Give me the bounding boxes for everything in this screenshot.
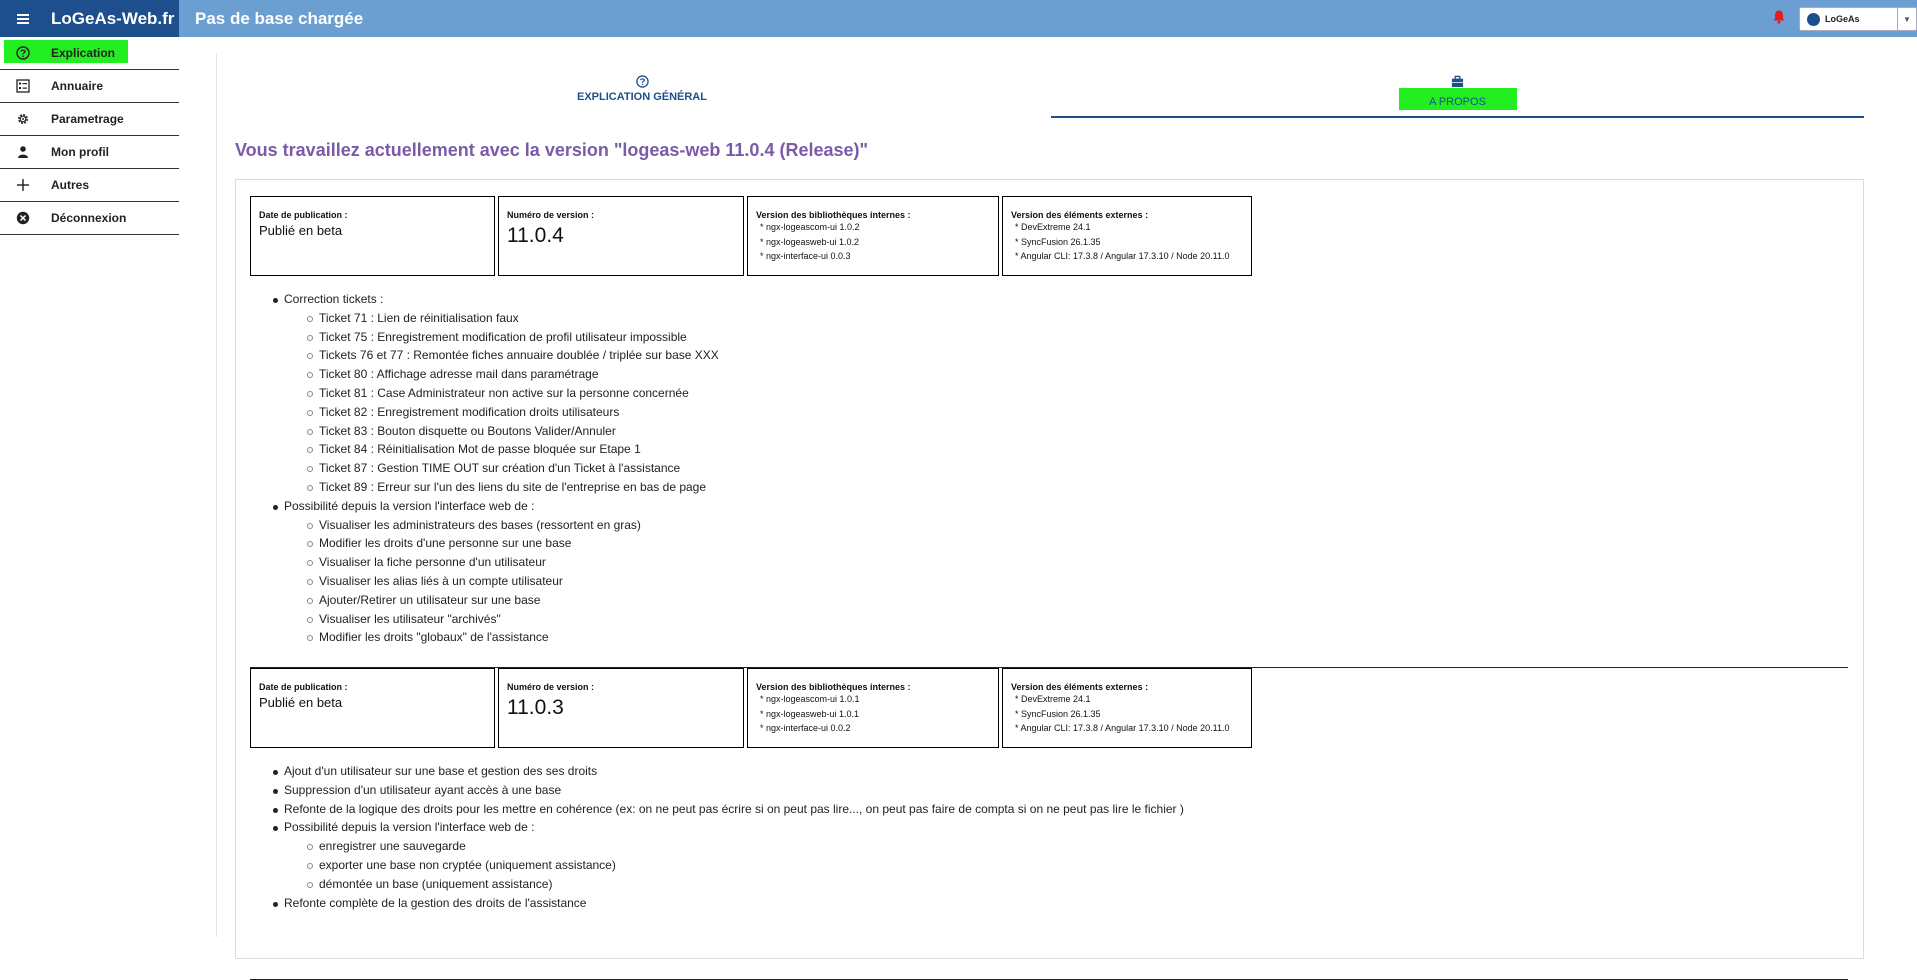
version-number-card: [498, 668, 744, 748]
card-title: Date de publication :: [259, 210, 348, 220]
release-note-subitem: Visualiser les alias liés à un compte utilisateur: [284, 572, 1850, 591]
card-title: Numéro de version :: [507, 210, 595, 220]
release-notes-list: [250, 290, 1850, 647]
release-note-subitem: Ticket 80 : Affichage adresse mail dans paramétrage: [284, 365, 1850, 384]
external-elements-card: [1002, 668, 1252, 748]
external-version: * DevExtreme 24.1: [1015, 694, 1091, 704]
bell-icon[interactable]: [1773, 10, 1785, 24]
user-name: LoGeAs: [1825, 14, 1860, 24]
external-version: * SyncFusion 26.1.35: [1015, 708, 1101, 719]
release-note-text: Possibilité depuis la version l'interface web de :: [284, 820, 535, 835]
release-note-text: Suppression d'un utilisateur ayant accès à une base: [284, 782, 562, 797]
release-info-cards: [250, 668, 1850, 748]
release-note-item: [250, 818, 1850, 893]
internal-libraries-card: [747, 668, 999, 748]
release-note-sublist: [284, 309, 1850, 497]
library-version: * ngx-logeasweb-ui 1.0.2: [760, 236, 860, 247]
sidebar-item-parametrage[interactable]: [0, 103, 179, 136]
release-note-sublist: [284, 516, 1850, 648]
sidebar-item-label: Mon profil: [51, 145, 109, 159]
user-selector[interactable]: [1799, 7, 1917, 31]
tab-label: A PROPOS: [1429, 96, 1486, 108]
tab-a-propos[interactable]: [1051, 73, 1864, 118]
card-title: Version des bibliothèques internes :: [756, 210, 911, 220]
release-note-subitem: Modifier les droits "globaux" de l'assistance: [284, 628, 1850, 647]
release-note-subitem: exporter une base non cryptée (uniquement assistance): [284, 856, 1850, 875]
external-version: * SyncFusion 26.1.35: [1015, 236, 1101, 247]
sidebar-item-label: Explication: [51, 46, 116, 60]
release-info-cards: [250, 196, 1850, 276]
release-note-subitem: Ticket 89 : Erreur sur l'un des liens du site de l'entreprise en bas de page: [284, 478, 1850, 497]
release-note-item: [250, 290, 1850, 497]
card-title: Version des éléments externes :: [1011, 210, 1149, 220]
release-note-item: [250, 800, 1850, 819]
release-note-subitem: Tickets 76 et 77 : Remontée fiches annuaire doublée / triplée sur base XXX: [284, 346, 1850, 365]
release-note-subitem: Ticket 87 : Gestion TIME OUT sur création d'un Ticket à l'assistance: [284, 459, 1850, 478]
top-header: [0, 0, 1917, 37]
external-version: * DevExtreme 24.1: [1015, 222, 1091, 232]
plus-icon: [16, 178, 30, 192]
menu-icon[interactable]: [17, 14, 29, 24]
release-note-item: [250, 762, 1850, 781]
sidebar: [0, 37, 179, 235]
publication-date-card: [250, 196, 495, 276]
tab-label: EXPLICATION GÉNÉRAL: [577, 91, 707, 103]
release-block: [250, 668, 1850, 912]
publication-status: Publié en beta: [259, 695, 343, 710]
release-note-text: Possibilité depuis la version l'interface web de :: [284, 498, 535, 513]
gear-icon: [16, 112, 30, 126]
loaded-database-title: Pas de base chargée: [195, 9, 364, 28]
version-number: 11.0.3: [507, 696, 564, 719]
card-title: Version des bibliothèques internes :: [756, 682, 911, 692]
release-note-text: Correction tickets :: [284, 292, 384, 306]
sidebar-item-mon-profil[interactable]: [0, 136, 179, 169]
release-note-text: Ajout d'un utilisateur sur une base et gestion des ses droits: [284, 764, 598, 778]
card-title: Version des éléments externes :: [1011, 682, 1149, 692]
sidebar-item-label: Parametrage: [51, 112, 124, 126]
release-note-item: [250, 894, 1850, 913]
sidebar-item-autres[interactable]: [0, 169, 179, 202]
release-note-item: [250, 497, 1850, 647]
version-number-card: [498, 196, 744, 276]
brand-bar: [0, 0, 179, 37]
publication-date-card: [250, 668, 495, 748]
release-note-subitem: démontée un base (uniquement assistance): [284, 875, 1850, 894]
release-note-subitem: Visualiser les administrateurs des bases (ressortent en gras): [284, 516, 1850, 535]
tab-bar: [235, 73, 1864, 118]
release-note-item: [250, 781, 1850, 800]
external-elements-card: [1002, 196, 1252, 276]
question-circle-icon: [636, 75, 649, 88]
sidebar-item-label: Déconnexion: [51, 211, 127, 225]
release-note-text: Refonte de la logique des droits pour les mettre en cohérence (ex: on ne peut pas écrire si on peut pas lire..., on peut pas faire de compta si on ne peut pas lire le fichier ): [284, 801, 1184, 816]
release-note-subitem: Visualiser les utilisateur "archivés": [284, 610, 1850, 629]
release-note-sublist: [284, 837, 1850, 893]
tab-explication-general[interactable]: [235, 73, 1049, 118]
main-content: [216, 53, 1917, 937]
user-logo-icon: [1807, 13, 1820, 26]
chevron-down-icon[interactable]: ▼: [1897, 8, 1916, 30]
version-number: 11.0.4: [507, 224, 564, 247]
sidebar-item-annuaire[interactable]: [0, 70, 179, 103]
app-title[interactable]: LoGeAs-Web.fr: [51, 8, 175, 28]
release-note-subitem: Ticket 84 : Réinitialisation Mot de passe bloquée sur Etape 1: [284, 440, 1850, 459]
question-circle-icon: [16, 46, 30, 60]
external-version: * Angular CLI: 17.3.8 / Angular 17.3.10 / Node 20.11.0: [1015, 251, 1230, 261]
external-version: * Angular CLI: 17.3.8 / Angular 17.3.10 / Node 20.11.0: [1015, 723, 1230, 733]
release-notes-panel: [235, 179, 1864, 959]
library-version: * ngx-interface-ui 0.0.3: [760, 251, 851, 261]
internal-libraries-card: [747, 196, 999, 276]
release-note-subitem: Visualiser la fiche personne d'un utilisateur: [284, 553, 1850, 572]
briefcase-icon: [1451, 75, 1464, 88]
release-note-subitem: Ticket 82 : Enregistrement modification droits utilisateurs: [284, 403, 1850, 422]
sidebar-item-deconnexion[interactable]: [0, 202, 179, 235]
library-version: * ngx-logeascom-ui 1.0.2: [760, 222, 860, 232]
library-version: * ngx-logeascom-ui 1.0.1: [760, 694, 860, 704]
active-tab-highlight: [1399, 88, 1517, 110]
release-note-subitem: enregistrer une sauvegarde: [284, 837, 1850, 856]
release-note-subitem: Ticket 81 : Case Administrateur non active sur la personne concernée: [284, 384, 1850, 403]
library-version: * ngx-interface-ui 0.0.2: [760, 723, 851, 733]
release-note-subitem: Ticket 75 : Enregistrement modification de profil utilisateur impossible: [284, 328, 1850, 347]
release-note-subitem: Ticket 71 : Lien de réinitialisation faux: [284, 309, 1850, 328]
library-version: * ngx-logeasweb-ui 1.0.1: [760, 708, 860, 719]
person-icon: [16, 145, 30, 159]
release-block: [250, 196, 1850, 647]
sidebar-item-label: Autres: [51, 178, 90, 192]
close-circle-icon: [16, 211, 30, 225]
publication-status: Publié en beta: [259, 223, 343, 238]
release-notes-list: [250, 762, 1850, 912]
release-note-subitem: Ajouter/Retirer un utilisateur sur une base: [284, 591, 1850, 610]
sidebar-item-explication[interactable]: [0, 37, 179, 70]
card-title: Numéro de version :: [507, 682, 595, 692]
release-note-text: Refonte complète de la gestion des droits de l'assistance: [284, 895, 587, 910]
page-title: Vous travaillez actuellement avec la version "logeas-web 11.0.4 (Release)": [235, 140, 869, 160]
card-title: Date de publication :: [259, 682, 348, 692]
list-icon: [16, 79, 30, 93]
release-note-subitem: Modifier les droits d'une personne sur une base: [284, 534, 1850, 553]
sidebar-item-label: Annuaire: [51, 79, 104, 93]
release-note-subitem: Ticket 83 : Bouton disquette ou Boutons Valider/Annuler: [284, 422, 1850, 441]
